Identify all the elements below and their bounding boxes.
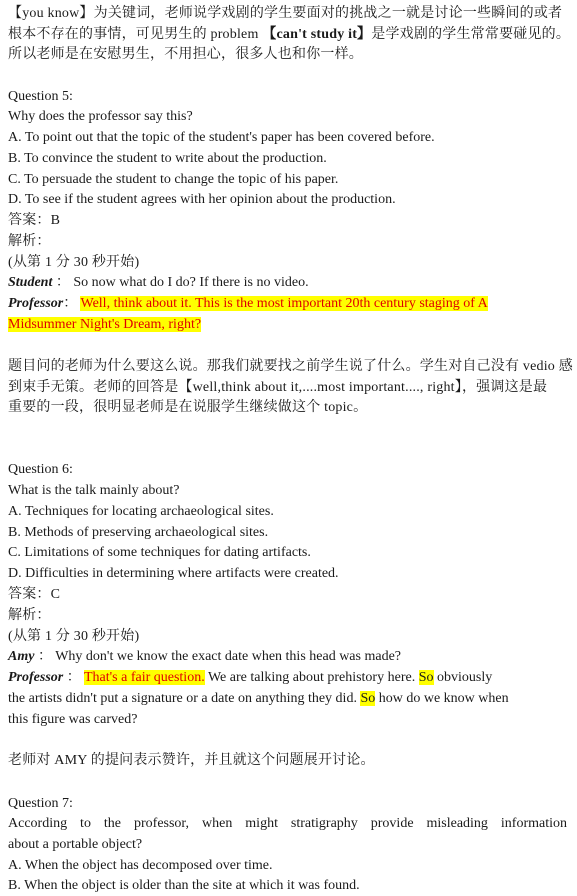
q7-question-line-2: about a portable object? bbox=[8, 837, 143, 852]
q5-professor-line-2 bbox=[8, 315, 567, 335]
q6-analysis-label: 解析： bbox=[8, 608, 51, 623]
q6-professor-line-1 bbox=[8, 668, 567, 688]
q5-analysis-label: 解析： bbox=[8, 234, 51, 249]
professor-quote-highlight-2: Midsummer Night's Dream, right? bbox=[8, 317, 202, 332]
speaker-professor: Professor bbox=[8, 296, 64, 311]
speaker-sep: ： bbox=[37, 649, 52, 664]
speaker-professor: Professor bbox=[8, 670, 64, 685]
student-quote: So now what do I do? If there is no video. bbox=[73, 275, 309, 290]
q5-time-note: (从第 1 分 30 秒开始) bbox=[8, 255, 140, 270]
speaker-student: Student bbox=[8, 275, 53, 290]
q5-professor-line-1 bbox=[8, 294, 567, 314]
q6-amy-line bbox=[8, 647, 567, 667]
q5-student-line bbox=[8, 273, 567, 293]
professor-highlight-fair-question: That's a fair question. bbox=[83, 670, 205, 685]
intro-line-1 bbox=[8, 4, 567, 24]
amy-quote: Why don't we know the exact date when this head was made? bbox=[55, 649, 401, 664]
intro-text-2c: 是学戏剧的学生常常要碰见的。 bbox=[371, 27, 571, 42]
q7-question-line-1: According to the professor, when might stratigraphy provide misleading information bbox=[8, 816, 567, 831]
highlight-so-1: So bbox=[418, 670, 434, 685]
intro-text-1: 为关键词，老师说学戏剧的学生要面对的挑战之一就是讨论一些瞬间的或者 bbox=[93, 6, 563, 21]
q5-explain-3: 重要的一段，很明显老师是在说服学生继续做这个 topic。 bbox=[8, 400, 368, 415]
q5-option-c: C. To persuade the student to change the topic of his paper. bbox=[8, 172, 339, 187]
professor-text: obviously bbox=[433, 670, 493, 685]
intro-text-2a: 根本不存在的事情，可见男生的 problem bbox=[8, 27, 263, 42]
speaker-sep: ： bbox=[66, 670, 81, 685]
q7-header: Question 7: bbox=[8, 796, 73, 811]
q6-professor-line-3: this figure was carved? bbox=[8, 712, 138, 727]
professor-text: how do we know when bbox=[375, 691, 509, 706]
q5-answer: 答案：B bbox=[8, 213, 61, 228]
q6-option-c: C. Limitations of some techniques for dating artifacts. bbox=[8, 545, 311, 560]
intro-line-2 bbox=[8, 25, 571, 45]
speaker-sep: ： bbox=[63, 296, 78, 311]
q5-option-a: A. To point out that the topic of the student's paper has been covered before. bbox=[8, 130, 435, 145]
q6-header: Question 6: bbox=[8, 462, 73, 477]
intro-line-3: 所以老师是在安慰男生，不用担心，很多人也和你一样。 bbox=[8, 47, 363, 62]
q5-question: Why does the professor say this? bbox=[8, 109, 193, 124]
q6-professor-line-2 bbox=[8, 689, 567, 709]
q5-option-b: B. To convince the student to write about the production. bbox=[8, 151, 327, 166]
q6-option-d: D. Difficulties in determining where artifacts were created. bbox=[8, 566, 339, 581]
keyword-you-know: 【you know】 bbox=[8, 6, 94, 21]
professor-text: the artists didn't put a signature or a date on anything they did. bbox=[8, 691, 361, 706]
q5-header: Question 5: bbox=[8, 89, 73, 104]
q7-option-a: A. When the object has decomposed over time. bbox=[8, 858, 273, 873]
q6-option-b: B. Methods of preserving archaeological sites. bbox=[8, 525, 269, 540]
q6-time-note: (从第 1 分 30 秒开始) bbox=[8, 629, 140, 644]
q7-option-b: B. When the object is older than the site at which it was found. bbox=[8, 878, 360, 893]
q6-answer: 答案：C bbox=[8, 587, 61, 602]
speaker-amy: Amy bbox=[8, 649, 35, 664]
q5-explain-1: 题目问的老师为什么要这么说。那我们就要找之前学生说了什么。学生对自己没有 vedio 感 bbox=[8, 359, 573, 374]
professor-quote-highlight-1: Well, think about it. This is the most important 20th century staging of A bbox=[80, 296, 488, 311]
q6-option-a: A. Techniques for locating archaeological sites. bbox=[8, 504, 274, 519]
speaker-sep: ： bbox=[55, 275, 70, 290]
keyword-cant-study-it: 【can't study it】 bbox=[262, 27, 372, 42]
highlight-so-2: So bbox=[360, 691, 376, 706]
q5-option-d: D. To see if the student agrees with her opinion about the production. bbox=[8, 192, 396, 207]
q6-question: What is the talk mainly about? bbox=[8, 483, 180, 498]
professor-text: We are talking about prehistory here. bbox=[204, 670, 419, 685]
q6-explain: 老师对 AMY 的提问表示赞许，并且就这个问题展开讨论。 bbox=[8, 753, 375, 768]
q5-explain-2: 到束手无策。老师的回答是【well,think about it,....most important...., right】，强调这是最 bbox=[8, 380, 548, 395]
